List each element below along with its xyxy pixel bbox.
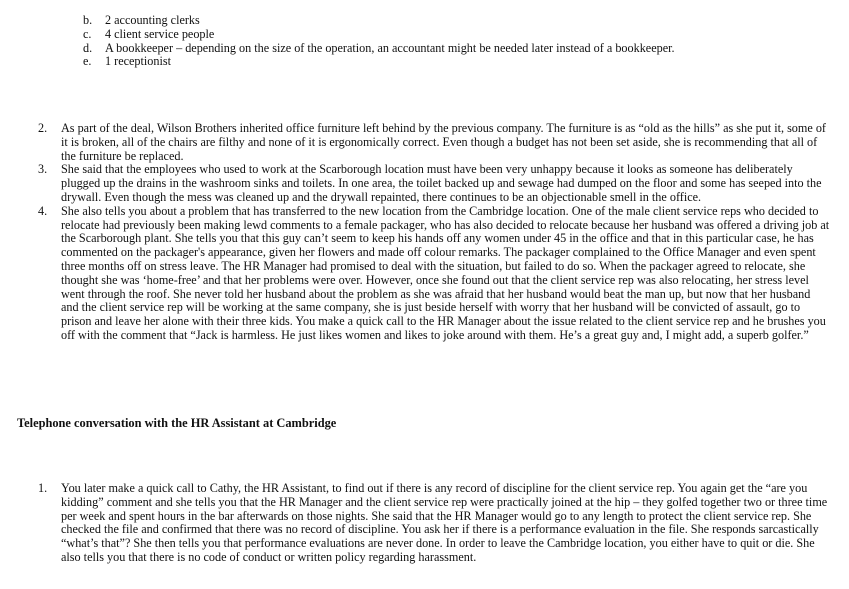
list-item [83, 14, 823, 28]
list-item-text: 2 accounting clerks [105, 13, 200, 27]
list-item-text: She also tells you about a problem that has transferred to the new location from the Cambridge location. One of the male client service reps who decided to relocate had previously been making lewd comments to a female packager, who has also decided to relocate because her husband was offered a driving job at the Scarborough plant. She tells you that this guy can’t seem to keep his hands off any women under 45 in the office and that in this particular case, he has commented on the packager's appearance, given her flowers and made off colour remarks. The packager complained to the Office Manager and even spent three months off on stress leave. The HR Manager had promised to deal with the situation, but failed to do so. When the packager agreed to relocate, she thought she was ‘home-free’ and that her problems were over. However, once she found out that the client service rep was also relocating, her stress level went through the roof. She never told her husband about the problem as she was afraid that her husband would beat the man up, but now that her husband and the client service rep will be working at the same company, she is just beside herself with worry that her husband will be convicted of assault, go to prison and leave her alone with their three kids. You make a quick call to the HR Manager about the issue related to the client service rep and he brushes you off with the comment that “Jack is harmless. He just likes women and likes to joke around with them. He’s a great guy and, I might add, a superb golfer.” [61, 203, 830, 342]
list-item [83, 42, 823, 56]
list-marker: 2. [38, 121, 48, 135]
list-item-text: A bookkeeper – depending on the size of the operation, an accountant might be needed later instead of a bookkeeper. [105, 40, 675, 55]
list-item-text: 1 receptionist [105, 54, 171, 69]
issues-numbered-list [38, 122, 830, 343]
list-marker: d. [83, 40, 93, 55]
phone-numbered-list [38, 482, 830, 565]
list-item [38, 163, 830, 204]
list-marker: e. [83, 54, 92, 69]
list-item [83, 55, 823, 69]
list-item-text: You later make a quick call to Cathy, the HR Assistant, to find out if there is any record of discipline for the client service rep. You again get the “are you kidding” comment and she tells you that the HR Manager and the client service rep were practically joined at the hip – they golfed together two or three time per week and spent hours in the bar afterwards on those nights. She said that the HR Manager would go to any length to protect the client service rep. She checked the file and confirmed that there was no record of discipline. You ask her if there is a performance evaluation in the file. She responds sarcastically “what’s that”? She then tells you that performance evaluations are never done. In order to leave the Cambridge location, you either have to quit or die. She also tells you that there is no code of conduct or written policy regarding harassment. [61, 481, 828, 564]
list-item [38, 122, 830, 163]
list-item [38, 482, 830, 565]
list-marker: c. [83, 26, 92, 41]
list-marker: 4. [38, 203, 48, 218]
list-item-text: She said that the employees who used to work at the Scarborough location must have been very unhappy because it looks as someone has deliberately plugged up the drains in the washroom sinks and toilets. In one area, the toilet backed up and sewage had dumped on the floor and some has seeped into the drywall. Even though the mess was cleaned up and the drywall repainted, there continues to be an objectionable smell in the office. [61, 162, 822, 204]
list-item-text: As part of the deal, Wilson Brothers inherited office furniture left behind by the previous company. The furniture is as “old as the hills” as she put it, some of it is broken, all of the chairs are filthy and none of it is ergonomically correct. Even though a budget has not been set aside, she is recommending that all of the furniture be replaced. [61, 121, 826, 163]
list-marker: 3. [38, 162, 48, 177]
staffing-sub-list [83, 14, 823, 69]
section-heading: Telephone conversation with the HR Assistant at Cambridge [17, 416, 337, 430]
list-marker: 1. [38, 481, 48, 495]
list-marker: b. [83, 13, 93, 27]
list-item [38, 205, 830, 343]
list-item-text: 4 client service people [105, 26, 215, 41]
list-item [83, 28, 823, 42]
